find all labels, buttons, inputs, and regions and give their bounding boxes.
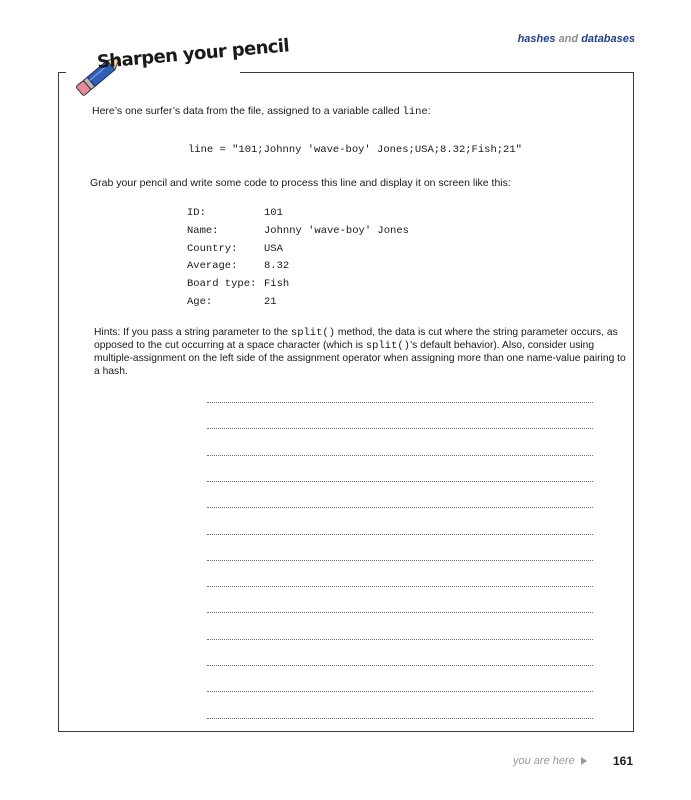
expected-output <box>187 207 409 314</box>
output-row-age <box>187 296 409 314</box>
intro-before: Here’s one surfer’s data from the file, assigned to a variable called <box>92 105 403 117</box>
intro-text <box>92 105 431 119</box>
arrow-right-icon <box>581 757 587 765</box>
output-row-board-type <box>187 278 409 296</box>
you-are-here-label: you are here <box>513 755 575 767</box>
answer-line[interactable] <box>207 402 593 403</box>
output-label: Board type: <box>187 278 257 291</box>
output-label: Name: <box>187 224 219 237</box>
answer-line[interactable] <box>207 586 593 587</box>
output-label: ID: <box>187 207 206 219</box>
answer-line[interactable] <box>207 718 593 719</box>
output-value: 101 <box>264 207 283 219</box>
header-word-hashes: hashes <box>517 33 556 45</box>
hints-paragraph <box>94 327 634 379</box>
hints-part2: method, the data is cut where the string parameter occurs, as opposed to the cut occurring at a space character (which is <box>94 327 618 351</box>
answer-line[interactable] <box>207 534 593 535</box>
intro-code: line <box>402 106 428 118</box>
answer-line[interactable] <box>207 691 593 692</box>
intro-after: : <box>427 105 431 117</box>
sharpen-your-pencil-title: Sharpen your pencil <box>96 35 290 73</box>
grab-text: Grab your pencil and write some code to process this line and display it on screen like this: <box>90 177 511 189</box>
output-value: Johnny 'wave-boy' Jones <box>264 224 409 237</box>
header-word-and: and <box>558 33 579 45</box>
answer-line[interactable] <box>207 507 593 508</box>
answer-line[interactable] <box>207 455 593 456</box>
page-number: 161 <box>613 754 634 768</box>
hints-part3: ’s default behavior). Also, consider using multiple-assignment on the left side of the assignment operator when assigning more than one name-value pairing to a hash. <box>94 339 626 377</box>
output-value: 21 <box>264 295 277 308</box>
output-label: Average: <box>187 260 238 273</box>
output-row-name <box>187 225 409 243</box>
output-row-id <box>187 207 409 225</box>
hints-part1: Hints: If you pass a string parameter to the <box>94 327 291 338</box>
output-row-country <box>187 243 409 261</box>
answer-line[interactable] <box>207 639 593 640</box>
header-word-databases: databases <box>581 33 635 45</box>
code-line: line = "101;Johnny 'wave-boy' Jones;USA;8.32;Fish;21" <box>188 144 522 156</box>
output-row-average <box>187 260 409 278</box>
answer-line[interactable] <box>207 560 593 561</box>
hints-code-split: split() <box>290 327 335 339</box>
hints-code-split-2: split() <box>365 339 410 352</box>
output-label: Age: <box>187 295 213 308</box>
running-header <box>518 33 635 45</box>
answer-line[interactable] <box>207 612 593 613</box>
answer-line[interactable] <box>207 428 593 429</box>
answer-line[interactable] <box>207 481 593 482</box>
output-value: Fish <box>264 278 290 291</box>
output-value: USA <box>264 242 283 255</box>
output-value: 8.32 <box>264 260 290 273</box>
answer-line[interactable] <box>207 665 593 666</box>
output-label: Country: <box>187 242 238 255</box>
